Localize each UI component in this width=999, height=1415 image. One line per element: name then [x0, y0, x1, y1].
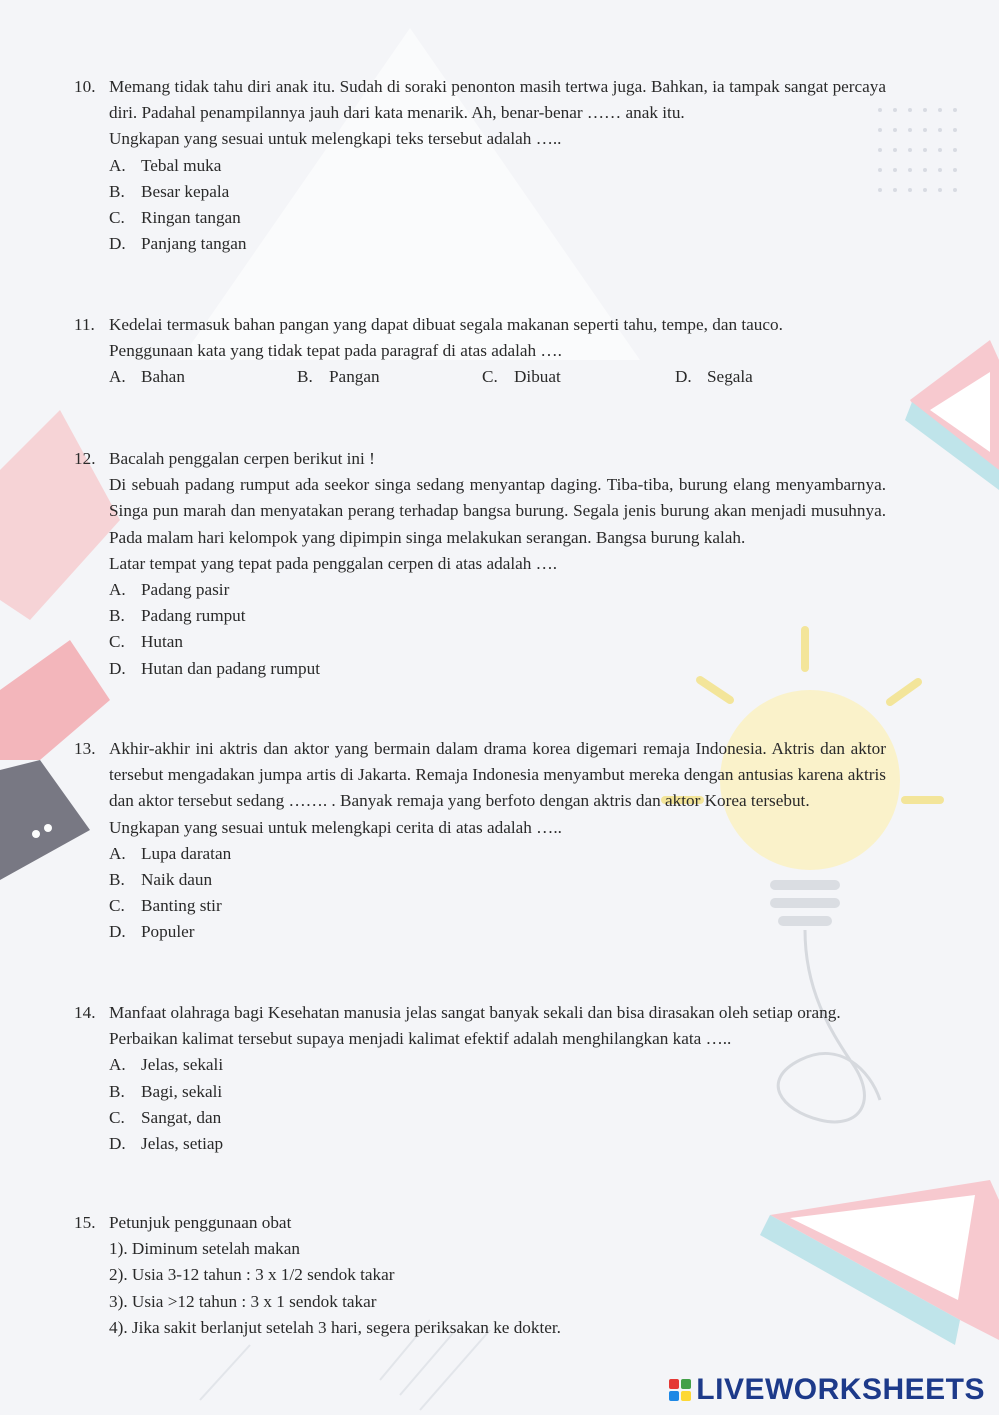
option-text: Dibuat	[514, 367, 561, 387]
option-letter: C.	[109, 632, 125, 652]
option-a[interactable]	[109, 577, 886, 603]
question-title: Petunjuk penggunaan obat	[109, 1213, 292, 1232]
question-13	[74, 736, 886, 946]
question-text: Kedelai termasuk bahan pangan yang dapat dibuat segala makanan seperti tahu, tempe, dan tauco.	[109, 315, 783, 334]
brand-name: LIVEWORKSHEETS	[696, 1373, 985, 1406]
option-letter: D.	[109, 658, 126, 678]
question-number: 15.	[74, 1213, 96, 1232]
question-number: 14.	[74, 1003, 96, 1022]
option-text: Lupa daratan	[141, 843, 232, 863]
option-text: Jelas, setiap	[141, 1134, 224, 1154]
option-text: Naik daun	[141, 870, 213, 890]
option-letter: D.	[675, 367, 692, 387]
option-letter: D.	[109, 1134, 126, 1154]
option-a[interactable]	[109, 364, 297, 390]
option-text: Hutan	[141, 632, 184, 652]
option-b[interactable]	[109, 867, 886, 893]
logo-icon	[668, 1378, 692, 1402]
question-prompt: Ungkapan yang sesuai untuk melengkapi cerita di atas adalah …..	[109, 817, 562, 837]
option-text: Hutan dan padang rumput	[141, 658, 320, 678]
option-letter: A.	[109, 155, 126, 175]
instruction-item: 2). Usia 3-12 tahun : 3 x 1/2 sendok takar	[109, 1265, 395, 1285]
option-letter: B.	[297, 367, 313, 387]
option-letter: A.	[109, 580, 126, 600]
question-prompt: Latar tempat yang tepat pada penggalan cerpen di atas adalah ….	[109, 553, 558, 573]
option-text: Segala	[707, 367, 753, 387]
option-d[interactable]	[109, 656, 886, 682]
question-text: Memang tidak tahu diri anak itu. Sudah di soraki penonton masih tertwa juga. Bahkan, ia tampak sangat percaya diri. Padahal penampilannya jauh dari kata menarik. Ah, benar-benar …… anak itu.	[109, 77, 886, 123]
story-excerpt: Di sebuah padang rumput ada seekor singa sedang menyantap daging. Tiba-tiba, burung elang menyambarnya. Singa pun marah dan menyatakan perang terhadap bangsa burung. Segala jenis burung akan menjadi musuhnya. Pada malam hari kelompok yang dipimpin singa melakukan serangan. Bangsa burung kalah.	[109, 475, 886, 547]
option-text: Pangan	[329, 367, 380, 387]
option-text: Panjang tangan	[141, 234, 247, 254]
instruction-item: 3). Usia >12 tahun : 3 x 1 sendok takar	[109, 1291, 377, 1311]
option-d[interactable]	[109, 1131, 886, 1157]
option-c[interactable]	[109, 1105, 886, 1131]
option-a[interactable]	[109, 1052, 886, 1078]
question-number: 10.	[74, 77, 96, 96]
question-number: 13.	[74, 739, 96, 758]
option-text: Bahan	[141, 367, 185, 387]
option-letter: B.	[109, 870, 125, 890]
question-text: Akhir-akhir ini aktris dan aktor yang bermain dalam drama korea digemari remaja Indonesia. Aktris dan aktor tersebut mengadakan jumpa artis di Jakarta. Remaja Indonesia menyambut mereka dengan antusias karena aktris dan aktor tersebut sedang ……. . Banyak remaja yang berfoto dengan aktris dan aktor Korea tersebut.	[109, 739, 886, 811]
option-c[interactable]	[109, 205, 886, 231]
instruction-item: 4). Jika sakit berlanjut setelah 3 hari, segera periksakan ke dokter.	[109, 1317, 561, 1337]
option-text: Bagi, sekali	[141, 1081, 223, 1101]
option-text: Padang rumput	[141, 606, 246, 626]
option-letter: A.	[109, 1055, 126, 1075]
question-prompt: Penggunaan kata yang tidak tepat pada paragraf di atas adalah ….	[109, 341, 562, 361]
question-number: 12.	[74, 449, 96, 468]
option-text: Jelas, sekali	[141, 1055, 224, 1075]
option-letter: C.	[109, 1107, 125, 1127]
option-letter: C.	[109, 208, 125, 228]
option-letter: B.	[109, 606, 125, 626]
option-text: Banting stir	[141, 896, 222, 916]
options-row	[109, 364, 886, 390]
option-text: Populer	[141, 922, 195, 942]
option-text: Besar kepala	[141, 181, 230, 201]
option-letter: C.	[109, 896, 125, 916]
liveworksheets-logo[interactable]	[668, 1372, 985, 1408]
option-c[interactable]	[109, 629, 886, 655]
option-letter: C.	[482, 367, 498, 387]
option-text: Padang pasir	[141, 580, 230, 600]
option-text: Ringan tangan	[141, 208, 241, 228]
question-instruction: Bacalah penggalan cerpen berikut ini !	[109, 449, 375, 468]
question-15	[74, 1210, 886, 1341]
question-11	[74, 312, 886, 391]
option-letter: D.	[109, 234, 126, 254]
question-prompt: Ungkapan yang sesuai untuk melengkapi teks tersebut adalah …..	[109, 129, 562, 149]
option-letter: D.	[109, 922, 126, 942]
option-c[interactable]	[109, 893, 886, 919]
option-letter: B.	[109, 1081, 125, 1101]
question-14	[74, 1000, 886, 1157]
option-c[interactable]	[482, 364, 675, 390]
question-10	[74, 74, 886, 257]
option-d[interactable]	[675, 364, 753, 390]
question-text: Manfaat olahraga bagi Kesehatan manusia jelas sangat banyak sekali dan bisa dirasakan oleh setiap orang.	[109, 1003, 841, 1022]
option-d[interactable]	[109, 919, 886, 945]
option-b[interactable]	[109, 1079, 886, 1105]
option-a[interactable]	[109, 153, 886, 179]
option-letter: A.	[109, 367, 126, 387]
option-d[interactable]	[109, 231, 886, 257]
question-prompt: Perbaikan kalimat tersebut supaya menjadi kalimat efektif adalah menghilangkan kata …..	[109, 1029, 732, 1049]
question-12	[74, 446, 886, 682]
option-b[interactable]	[297, 364, 482, 390]
option-letter: A.	[109, 843, 126, 863]
question-number: 11.	[74, 315, 95, 334]
option-b[interactable]	[109, 603, 886, 629]
option-text: Sangat, dan	[141, 1107, 222, 1127]
instruction-item: 1). Diminum setelah makan	[109, 1239, 300, 1259]
option-a[interactable]	[109, 841, 886, 867]
option-b[interactable]	[109, 179, 886, 205]
option-text: Tebal muka	[141, 155, 222, 175]
option-letter: B.	[109, 181, 125, 201]
